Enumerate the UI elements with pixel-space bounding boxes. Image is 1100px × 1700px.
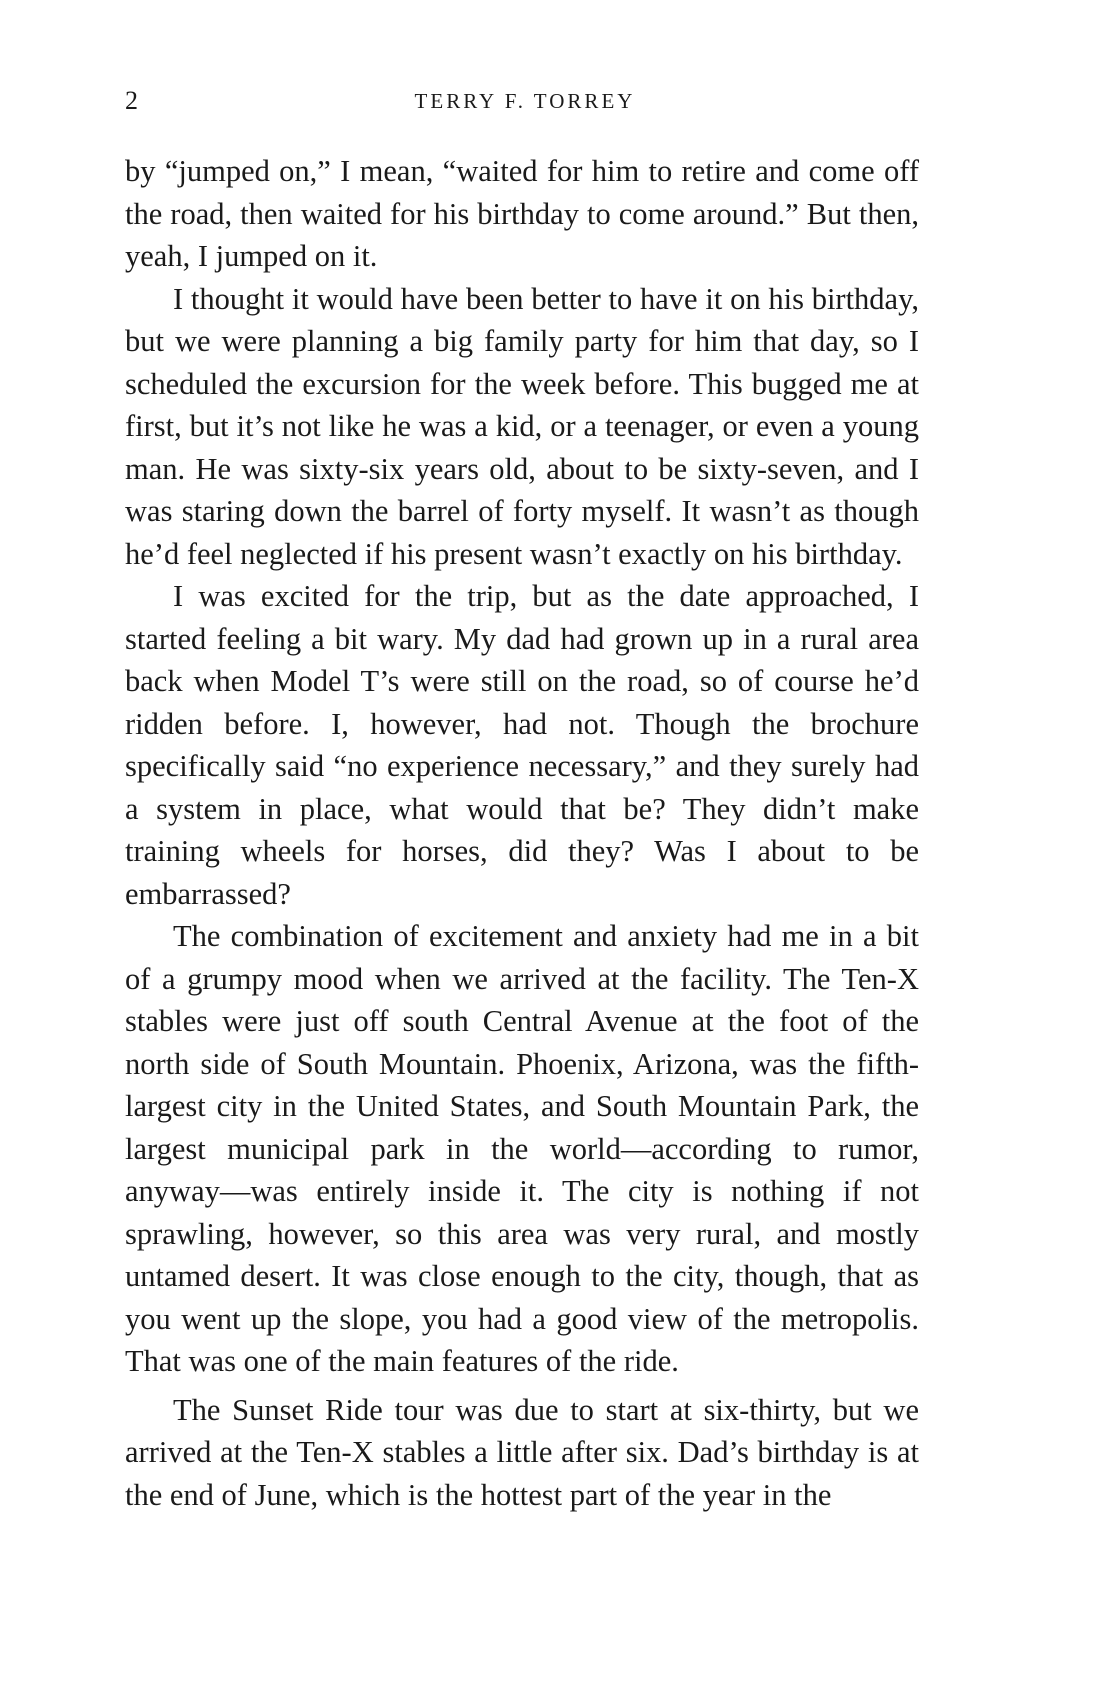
paragraph: The combination of excitement and anxiety had me in a bit of a grumpy mood when we arrived at the facility. The Ten-X stables were just off south Central Avenue at the foot of the north side of South Mountain. Phoenix, Arizona, was the fifth-largest city in the United States, and South Mountain Park, the largest municipal park in the world—according to rumor, anyway—was entirely inside it. The city is nothing if not sprawling, however, so this area was very rural, and mostly untamed desert. It was close enough to the city, though, that as you went up the slope, you had a good view of the metropolis. That was one of the main features of the ride.: [125, 919, 919, 1378]
paragraph: I was excited for the trip, but as the date approached, I started feeling a bit wary. My dad had grown up in a rural area back when Model T’s were still on the road, so of course he’d ridden before. I, however, had not. Though the brochure specifically said “no experience necessary,” and they surely had a system in place, what would that be? They didn’t make training wheels for horses, did they? Was I about to be embarrassed?: [125, 579, 919, 911]
body-text: [125, 150, 919, 1516]
running-title: TERRY F. TORREY: [414, 89, 636, 113]
paragraph-continued: by “jumped on,” I mean, “waited for him to retire and come off the road, then waited for his birthday to come around.” But then, yeah, I jumped on it.: [125, 154, 919, 273]
page-number: 2: [125, 86, 138, 115]
paragraph: I thought it would have been better to have it on his birthday, but we were planning a big family party for him that day, so I scheduled the excursion for the week before. This bugged me at first, but it’s not like he was a kid, or a teenager, or even a young man. He was sixty-six years old, about to be sixty-seven, and I was staring down the barrel of forty myself. It wasn’t as though he’d feel neglected if his present wasn’t exactly on his birthday.: [125, 281, 919, 571]
paragraph: The Sunset Ride tour was due to start at six-thirty, but we arrived at the Ten-X stables a little after six. Dad’s birthday is at the end of June, which is the hottest part of the year in the: [125, 1392, 919, 1512]
running-head: [125, 83, 919, 119]
